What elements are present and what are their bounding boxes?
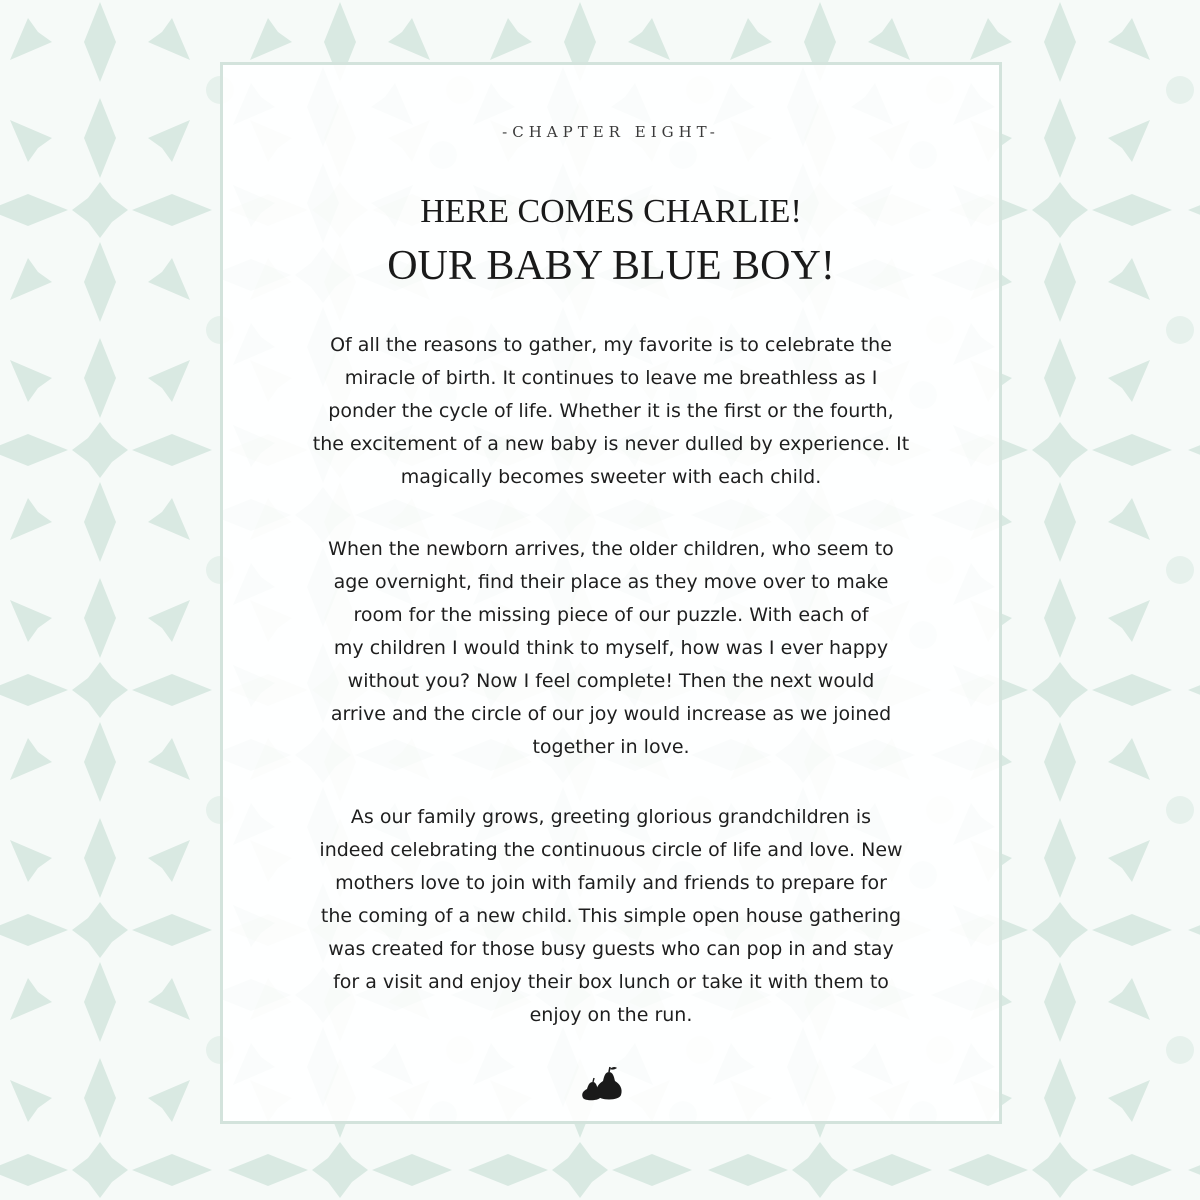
paragraph-line: Of all the reasons to gather, my favorite is to celebrate the <box>330 334 892 356</box>
paragraph-line: arrive and the circle of our joy would increase as we joined <box>330 703 892 725</box>
paragraph-line: room for the missing piece of our puzzle. With each of <box>353 604 869 626</box>
paragraph-2 <box>223 533 999 764</box>
paragraph-line: As our family grows, greeting glorious grandchildren is <box>350 806 872 828</box>
text-panel <box>220 62 1002 1124</box>
title-line-2: OUR BABY BLUE BOY! <box>387 243 835 289</box>
paragraph-line: mothers love to join with family and friends to prepare for <box>335 872 887 894</box>
paragraph-line: the coming of a new child. This simple open house gathering <box>320 905 902 927</box>
paragraph-line: my children I would think to myself, how was I ever happy <box>333 637 889 659</box>
paragraph-3 <box>223 801 999 1032</box>
page-content <box>223 65 999 1121</box>
paragraph-line: miracle of birth. It continues to leave me breathless as I <box>344 367 878 389</box>
paragraph-line: ponder the cycle of life. Whether it is the first or the fourth, <box>328 400 894 422</box>
paragraph-line: the excitement of a new baby is never dulled by experience. It <box>312 433 910 455</box>
chapter-label: -CHAPTER EIGHT- <box>502 123 720 141</box>
paragraph-line: was created for those busy guests who can pop in and stay <box>328 938 894 960</box>
title-line-1: HERE COMES CHARLIE! <box>420 193 802 230</box>
pear-icon <box>579 1066 627 1102</box>
paragraph-line: indeed celebrating the continuous circle of life and love. New <box>319 839 903 861</box>
paragraph-line: enjoy on the run. <box>529 1004 693 1026</box>
paragraph-line: without you? Now I feel complete! Then the next would <box>347 670 875 692</box>
paragraph-line: age overnight, find their place as they move over to make <box>333 571 889 593</box>
paragraph-line: When the newborn arrives, the older children, who seem to <box>328 538 894 560</box>
paragraph-1 <box>223 329 999 494</box>
paragraph-line: for a visit and enjoy their box lunch or take it with them to <box>333 971 889 993</box>
paragraph-line: together in love. <box>532 736 690 758</box>
paragraph-line: magically becomes sweeter with each child. <box>400 466 822 488</box>
